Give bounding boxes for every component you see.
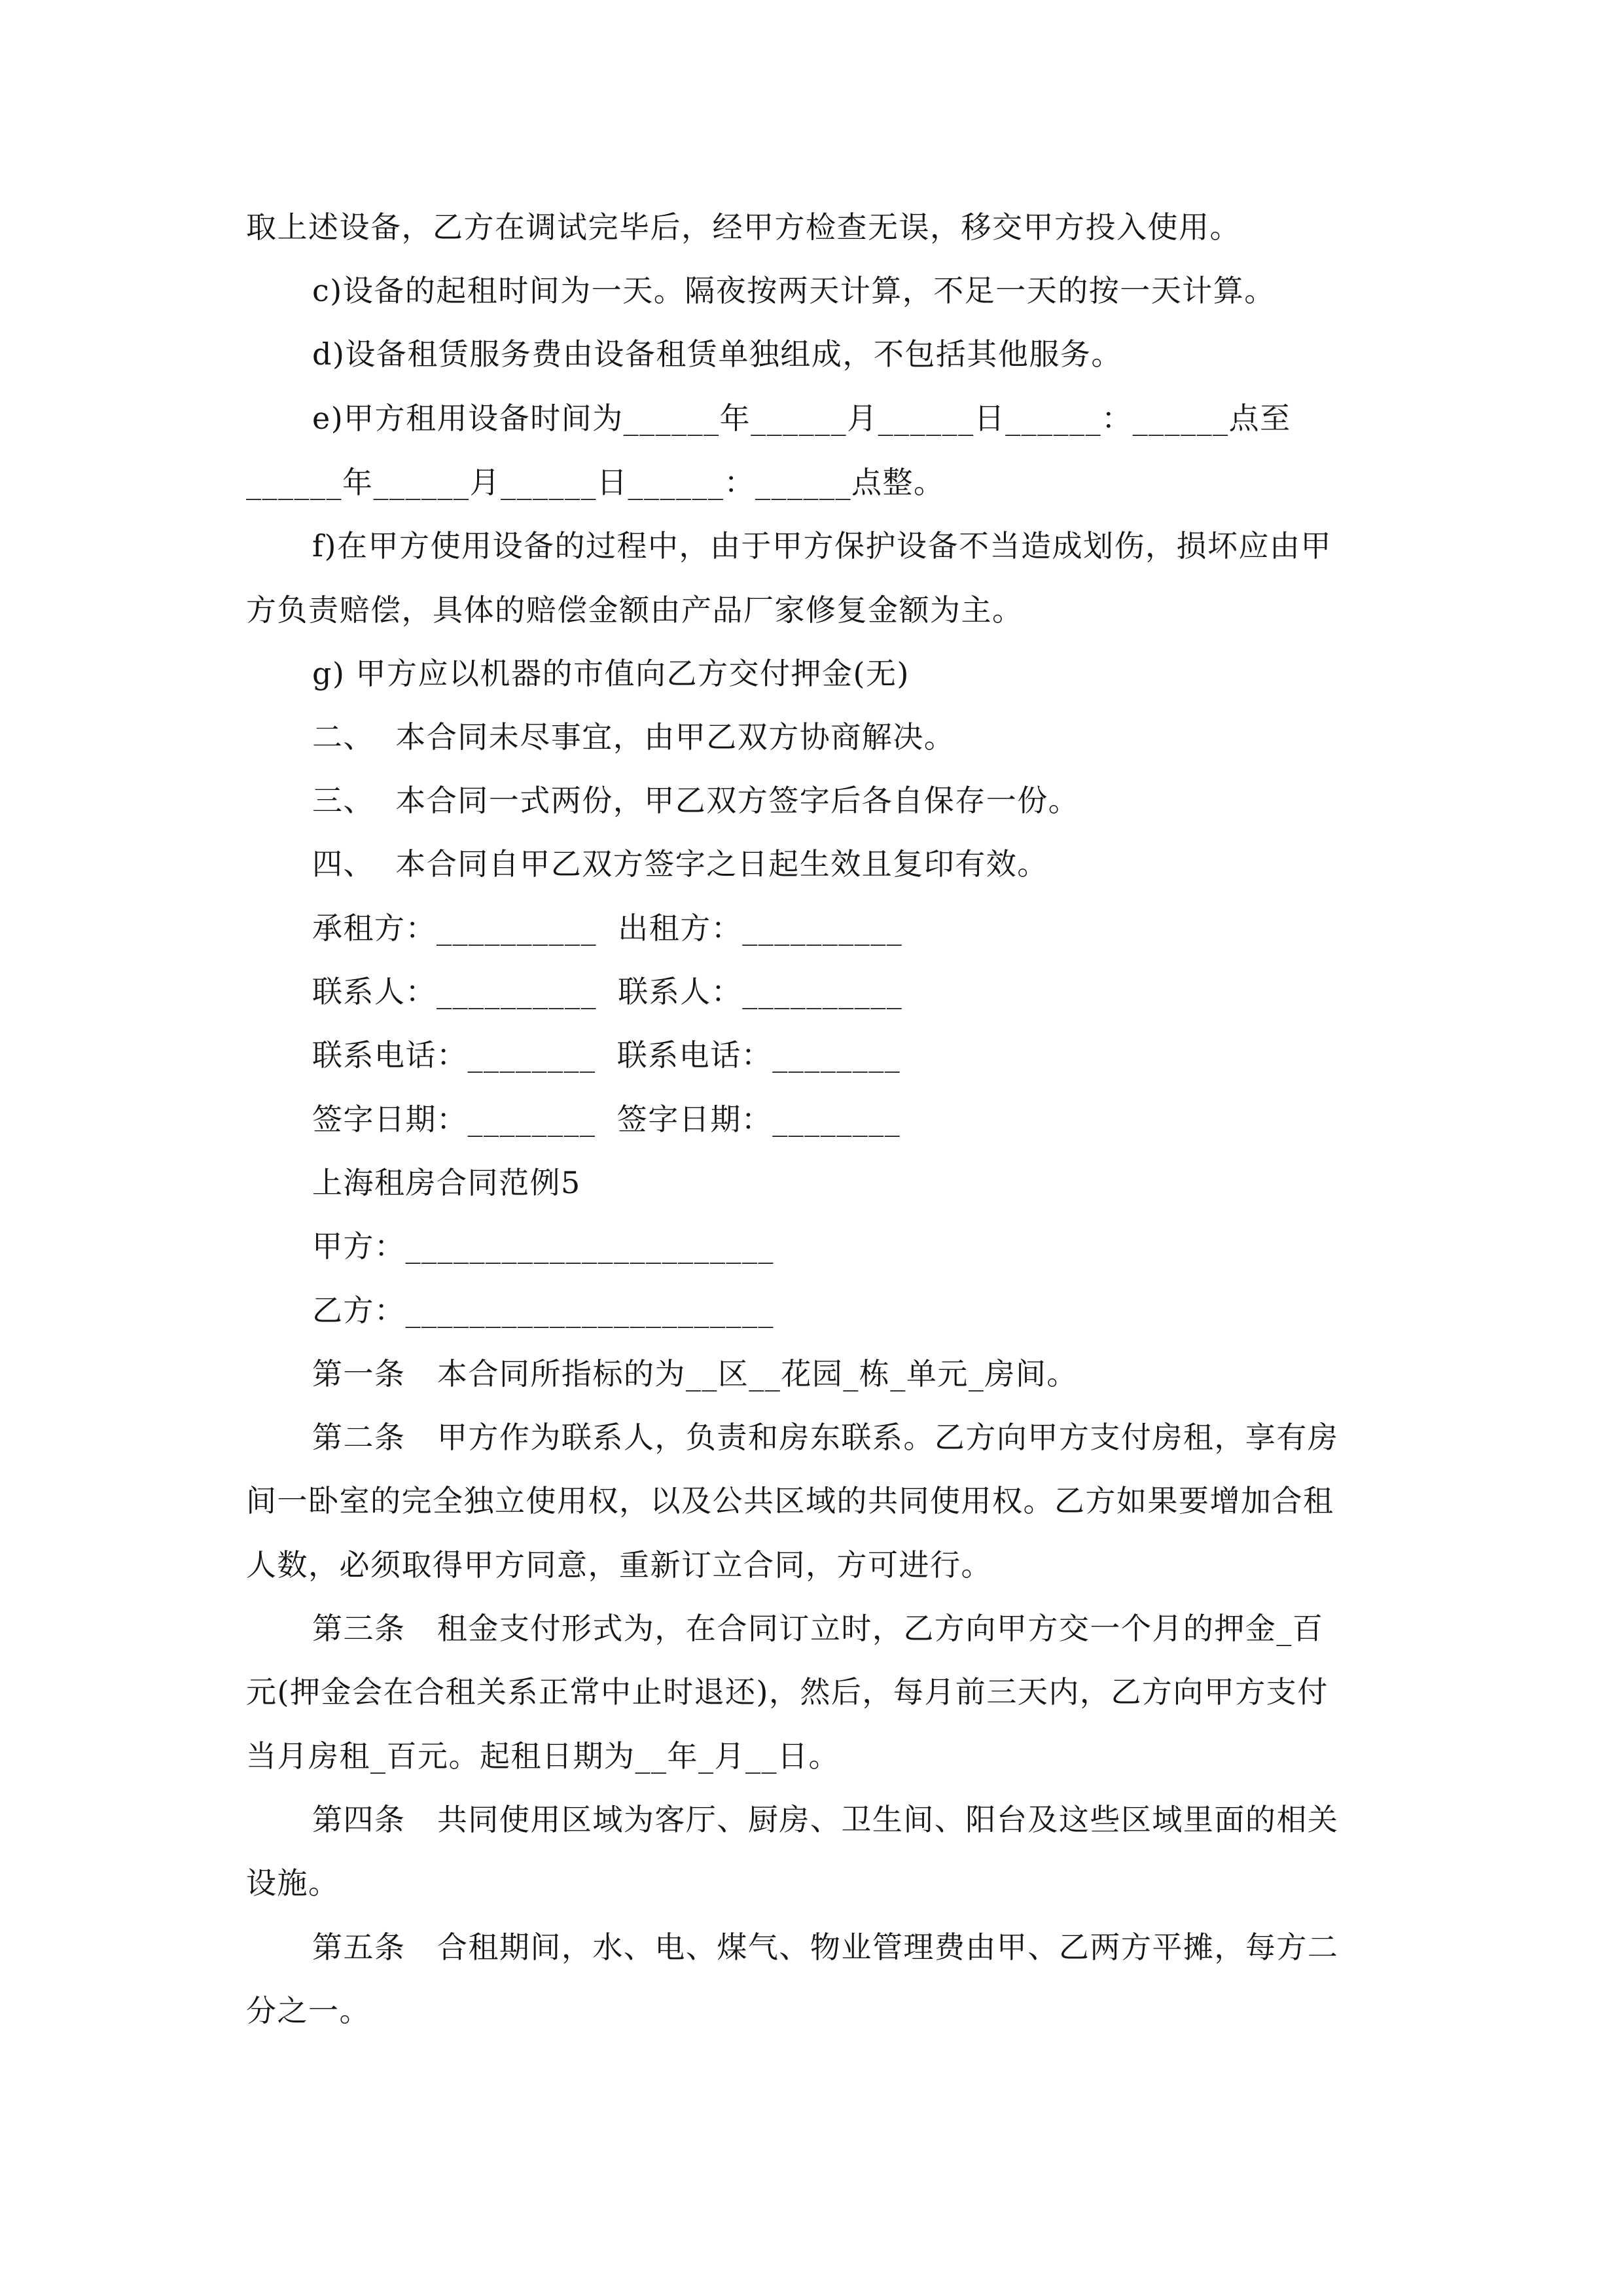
item-f-line-2: 方负责赔偿，具体的赔偿金额由产品厂家修复金额为主。 (246, 592, 1024, 628)
item-e-line-2: ______年______月______日______：______点整。 (246, 465, 945, 500)
second-contract-title: 上海租房合同范例5 (312, 1165, 581, 1200)
item-e-line-1: e)甲方租用设备时间为______年______月______日______：______点至 (312, 401, 1291, 436)
article-3-line-1: 第三条 租金支付形式为，在合同订立时，乙方向甲方交一个月的押金_百 (312, 1611, 1324, 1646)
clause-4-line: 四、 本合同自甲乙双方签字之日起生效且复印有效。 (312, 846, 1048, 882)
party-b-line: 乙方：_______________________ (312, 1293, 774, 1328)
article-2-line-1: 第二条 甲方作为联系人，负责和房东联系。乙方向甲方支付房租，享有房 (312, 1420, 1339, 1455)
item-f-line-1: f)在甲方使用设备的过程中，由于甲方保护设备不当造成划伤，损坏应由甲 (312, 528, 1332, 564)
item-d-line: d)设备租赁服务费由设备租赁单独组成，不包括其他服务。 (312, 336, 1122, 372)
article-3-line-2: 元(押金会在合租关系正常中止时退还)，然后，每月前三天内，乙方向甲方支付 (246, 1674, 1329, 1710)
article-4-line-1: 第四条 共同使用区域为客厅、厨房、卫生间、阳台及这些区域里面的相关 (312, 1802, 1339, 1837)
article-2-line-3: 人数，必须取得甲方同意，重新订立合同，方可进行。 (246, 1547, 992, 1583)
item-c-line: c)设备的起租时间为一天。隔夜按两天计算，不足一天的按一天计算。 (312, 273, 1275, 308)
article-5-line-1: 第五条 合租期间，水、电、煤气、物业管理费由甲、乙两方平摊，每方二 (312, 1929, 1339, 1965)
item-g-line: g) 甲方应以机器的市值向乙方交付押金(无) (312, 656, 910, 691)
article-5-line-2: 分之一。 (246, 1993, 370, 2028)
signature-row-date: 签字日期：________ 签字日期：________ (312, 1102, 901, 1137)
article-3-line-3: 当月房租_百元。起租日期为__年_月__日。 (246, 1738, 840, 1774)
equipment-continuation-line: 取上述设备，乙方在调试完毕后，经甲方检查无误，移交甲方投入使用。 (246, 209, 1241, 245)
article-2-line-2: 间一卧室的完全独立使用权，以及公共区域的共同使用权。乙方如果要增加合租 (246, 1483, 1334, 1518)
clause-3-line: 三、 本合同一式两份，甲乙双方签字后各自保存一份。 (312, 783, 1080, 818)
signature-row-phone: 联系电话：________ 联系电话：________ (312, 1037, 901, 1073)
article-1-line: 第一条 本合同所指标的为__区__花园_栋_单元_房间。 (312, 1356, 1078, 1391)
article-4-line-2: 设施。 (246, 1865, 340, 1901)
party-a-line: 甲方：_______________________ (312, 1229, 774, 1264)
signature-row-contact: 联系人：__________ 联系人：__________ (312, 974, 903, 1009)
signature-row-lessee-lessor: 承租方：__________ 出租方：__________ (312, 910, 903, 946)
clause-2-line: 二、 本合同未尽事宜，由甲乙双方协商解决。 (312, 719, 955, 755)
